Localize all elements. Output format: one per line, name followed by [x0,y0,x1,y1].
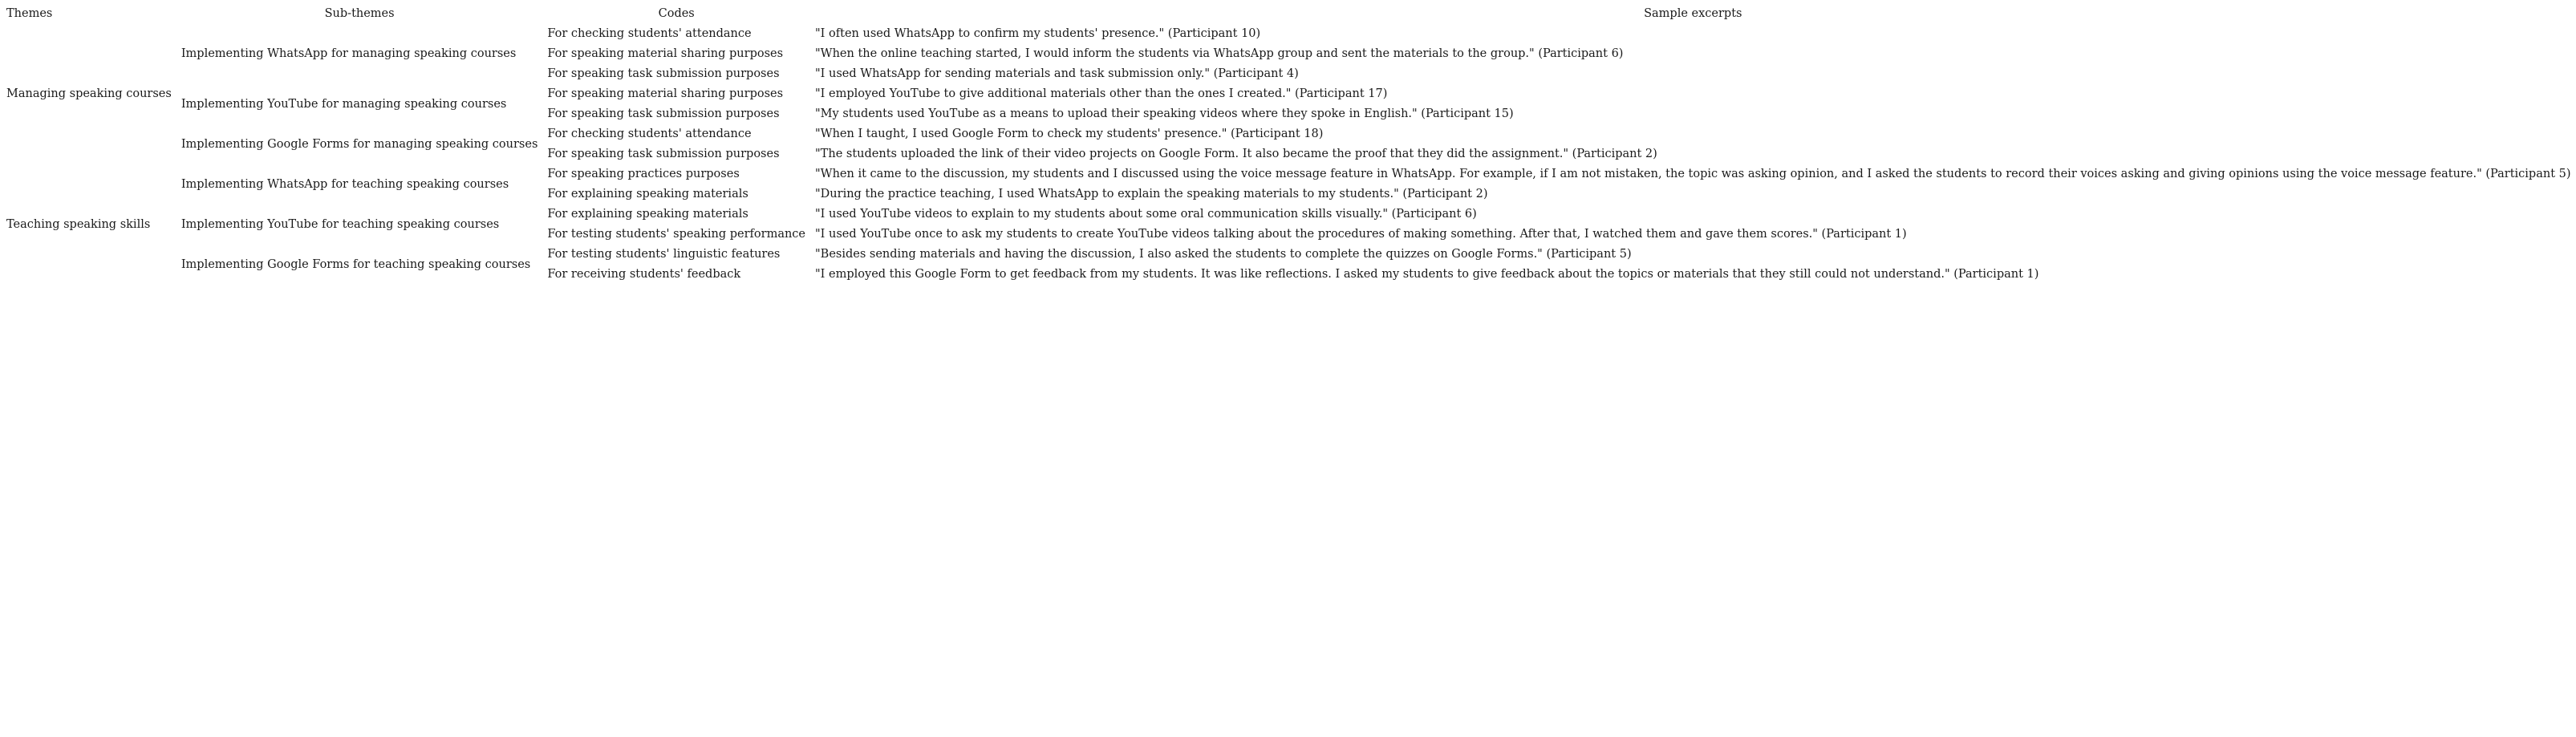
code-cell: For speaking practices purposes [547,168,740,180]
excerpt-cell: "I used WhatsApp for sending materials and task submission only." (Participant 4) [815,67,1299,80]
code-cell: For speaking task submission purposes [547,67,780,80]
code-cell: For explaining speaking materials [547,208,748,221]
table-row [2,84,2576,104]
table-row [2,164,2576,184]
excerpt-cell: "I employed this Google Form to get feedback from my students. It was like reflections. I asked my students to give feedback about the topics or materials that they still could not understand." (Participant 1) [815,268,2039,281]
code-cell: For speaking task submission purposes [547,107,780,120]
excerpt-cell: "I employed YouTube to give additional materials other than the ones I created." (Participant 17) [815,87,1388,100]
header-codes: Codes [658,7,695,20]
excerpt-cell: "When I taught, I used Google Form to check my students' presence." (Participant 18) [815,128,1324,140]
code-cell: For speaking material sharing purposes [547,47,784,60]
excerpt-cell: "When the online teaching started, I would inform the students via WhatsApp group and sent the materials to the group." (Participant 6) [815,47,1624,60]
theme-cell: Managing speaking courses [6,87,172,100]
excerpt-cell: "I used YouTube videos to explain to my students about some oral communication skills visually." (Participant 6) [815,208,1477,221]
code-cell: For speaking material sharing purposes [547,87,784,100]
table-row [2,24,2576,44]
excerpt-cell: "I often used WhatsApp to confirm my students' presence." (Participant 10) [815,27,1261,40]
table-row [2,204,2576,225]
code-cell: For testing students' linguistic features [547,248,781,261]
table-row [2,124,2576,144]
table-row [2,245,2576,265]
sub-theme-cell: Implementing WhatsApp for managing speaking courses [181,47,517,60]
excerpt-cell: "My students used YouTube as a means to upload their speaking videos where they spoke in English." (Participant 15) [815,107,1514,120]
sub-theme-cell: Implementing YouTube for managing speaking courses [181,97,507,111]
excerpt-cell: "I used YouTube once to ask my students to create YouTube videos talking about the procedures of making something. After that, I watched them and gave them scores." (Participant 1) [815,228,1907,241]
excerpt-cell: "During the practice teaching, I used WhatsApp to explain the speaking materials to my students." (Participant 2) [815,188,1488,200]
code-cell: For checking students' attendance [547,27,752,40]
code-cell: For explaining speaking materials [547,188,748,200]
excerpt-cell: "When it came to the discussion, my students and I discussed using the voice message feature in WhatsApp. For example, if I am not mistaken, the topic was asking opinion, and I asked the students to record their voices asking and giving opinions using the voice message feature." (Participant 5) [815,168,2571,180]
themes-table [2,4,2576,285]
header-sub-themes: Sub-themes [324,7,395,20]
code-cell: For testing students' speaking performance [547,228,806,241]
excerpt-cell: "Besides sending materials and having the discussion, I also asked the students to complete the quizzes on Google Forms." (Participant 5) [815,248,1632,261]
code-cell: For receiving students' feedback [547,268,741,281]
sub-theme-cell: Implementing WhatsApp for teaching speaking courses [181,177,509,191]
code-cell: For checking students' attendance [547,128,752,140]
header-excerpts: Sample excerpts [1644,7,1742,20]
header-row [2,4,2576,24]
sub-theme-cell: Implementing Google Forms for managing speaking courses [181,137,538,151]
theme-cell: Teaching speaking skills [6,217,151,231]
excerpt-cell: "The students uploaded the link of their video projects on Google Form. It also became the proof that they did the assignment." (Participant 2) [815,148,1657,160]
code-cell: For speaking task submission purposes [547,148,780,160]
sub-theme-cell: Implementing YouTube for teaching speaking courses [181,217,500,231]
header-themes: Themes [6,7,53,20]
sub-theme-cell: Implementing Google Forms for teaching speaking courses [181,257,531,271]
